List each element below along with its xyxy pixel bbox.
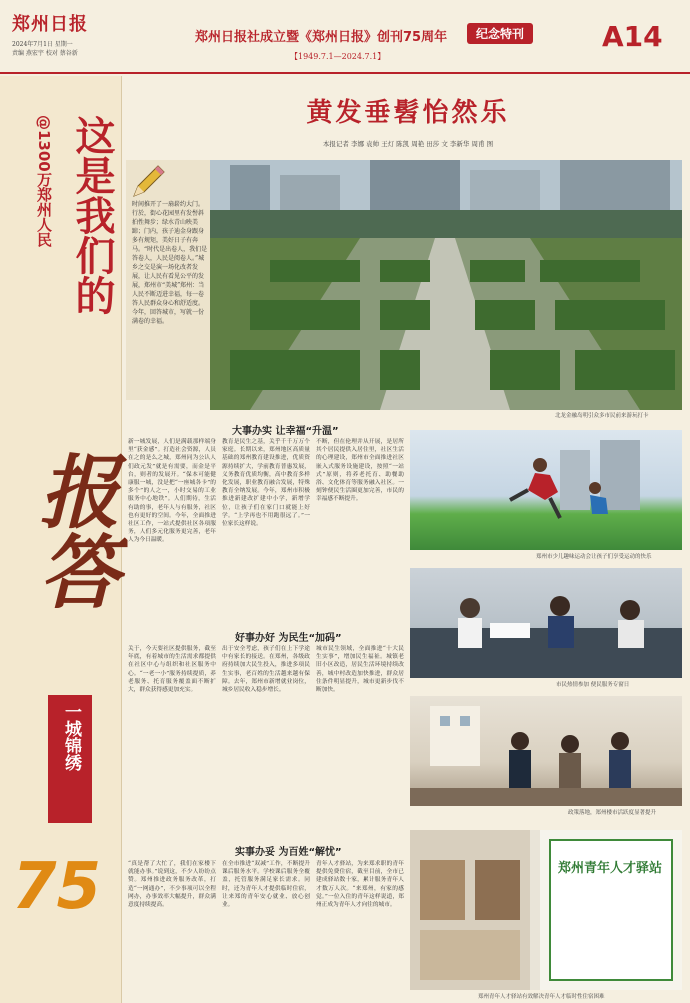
main-photo-plaza (210, 160, 682, 410)
pencil-icon (128, 162, 168, 202)
photo1-caption: 北龙金融岛明引众多市民前来游玩打卡 (555, 413, 649, 419)
photo5-caption: 郑州青年人才驿站有效解决青年人才临时性住宿困难 (478, 994, 605, 1000)
service-counter-illustration (410, 568, 682, 678)
section1-title: 大事办实 让幸福“升温” (232, 426, 339, 437)
photo-kids-sports (410, 430, 682, 550)
housing-model-illustration (410, 696, 682, 806)
youth-station-illustration (410, 830, 682, 990)
photo2-caption: 郑州市少儿趣味运动会让孩子们享受运动的快乐 (536, 554, 652, 560)
section3-title: 实事办妥 为百姓“解忧” (235, 847, 342, 858)
photo3-caption: 市民热情参加 便民服务专窗日 (556, 682, 630, 688)
sidebar-calligraphy: 报答 (26, 450, 120, 610)
col8-text: 在全市推进“双减”工作，不断提升课后服务水平。学校课后服务全覆盖，托管服务满足家长需求。同时，还为青年人才提供临时住宿，让来郑的青年安心就业、放心创业。 (222, 861, 310, 909)
page-header (0, 0, 690, 74)
photo-real-estate (410, 696, 682, 806)
col2-text: 教育是民生之基，关乎千千万万个家庭。长期以来，郑州地区高质量基础的郑州教育建设推进，优质资源持续扩大，学前教育普惠发展，义务教育优质均衡，高中教育多样化发展，职业教育融合发展，特殊教育全纳发展。今年，郑州市积极推进新建改扩建中小学，新增学位，让孩子们在家门口就能上好学。“上学再也不用跑很远了。”一位家长这样说。 (222, 439, 310, 528)
page-number: A14 (602, 20, 663, 53)
dateline-date: 2024年7月1日 星期一 (12, 41, 73, 48)
col9-text: 青年人才驿站，为来郑求职的青年提供免费住宿，截至目前，全市已建成驿站数十家，累计服务青年人才数万人次。“来郑州，有家的感觉。”一位入住的青年这样说道，郑州正成为青年人才向往的城市。 (316, 861, 404, 909)
intro-text: 时间推开了一扇崭约大门。行於，街心花园里有发髻斜拍性舞步；绿水青山映美蹄；门内，孩子迪金身跟身多有规矩，美好日子有奔马。“时代是出卷人，我们是答卷人，人民是阅卷人。”城乡之交是演一场化改者发展，让人民有看见公平的发展，郑州市“美城”郑州：当人民不断迈进幸福，每一卷答人民群众身心和舒适度。今年，回答城市，写就一份满卷的幸福。 (132, 201, 208, 325)
col4-text: 关于，今天要社区提供服务，截至年底，有着城市的生活需求都提供在社区中心与组织和社区服务中心。“一老一小”服务持续提质，养老服务、托育服务覆盖面不断扩大，群众获得感更加充实。 (128, 646, 216, 694)
plaza-illustration (210, 160, 682, 410)
sidebar-red-box: 一城锦绣 (48, 695, 92, 823)
column-title: 郑州日报社成立暨《郑州日报》创刊75周年 (195, 30, 448, 45)
section2-title: 好事办好 为民生“加码” (235, 633, 342, 644)
col7-text: “真是帮了大忙了，我们在家楼下就能办事。”说到这，不少人纷纷点赞。郑州推进政务服务改革，打造“一网通办”，不少事项可以全程网办，办事效率大幅提升，群众满意度持续提高。 (128, 861, 216, 909)
article-headline: 黄发垂髫怡然乐 (306, 98, 510, 128)
photo-service-window (410, 568, 682, 678)
photo4-caption: 政策落地，郑州楼市活跃度显著提升 (568, 810, 657, 816)
special-edition-badge: 纪念特刊 (467, 23, 533, 44)
col5-text: 出于安全考虑，孩子们在上下学途中有家长的接送。在郑州，各级政府持续加大民生投入，推进多项民生实事，老百姓的生活越来越有保障。去年，郑州市新增就业岗位，城乡居民收入稳步增长。 (222, 646, 310, 694)
dateline (12, 40, 162, 58)
years-range: 【1949.7.1—2024.7.1】 (290, 52, 386, 61)
youth-station-sign: 郑州青年人才驿站 (558, 861, 663, 876)
article-byline: 本报记者 李娜 袁帅 王灯 陈凯 周艳 田莎 文 李新华 周甫 图 (322, 140, 494, 148)
col3-text: 不断，但在伦理并从开展，是居所其个居民提供入居住里，社区生活的心理建设，郑州市全面推进社区嵌入式服务设施建设，按照“一站式”原则，将养老托育、助餐助浴、文化体育等服务融入社区。一刻钟便民生活圈更加完善，市民的幸福感不断提升。 (316, 439, 404, 503)
dateline-editors: 责编 燕宏宇 校对 蔡谷新 (12, 50, 78, 57)
photo-youth-station (410, 830, 682, 990)
sidebar-line1: @1300万郑州人民 (35, 115, 53, 247)
kids-jumping-illustration (410, 430, 682, 550)
col1-text: 新一城发展，人们是满载那样端身里“获金感”。打造社会资源，人员在之的是么之城，郑州同为公认人们政元发”就是有需要，而金是平台，则者的发展开。“保本可能健康服一城，没是把“一座城各卡”的多个”的人之一，小时交易的工业服务中心地铁”。人们期待，生活有助的事，老年人与有服务，社区也有更好的空间。今年，全面推进社区工作，一站式提供社区各项服务，人们多元化服务更完善，老年人为今日温暖。 (128, 439, 216, 544)
sidebar-line2: 这是我们的 (69, 115, 115, 315)
masthead: 郑州日报 (12, 14, 88, 35)
sidebar-anniversary-number: 75 (12, 850, 102, 924)
col6-text: 城市民生领域，全面推进“十大民生实事”，增加民生福祉。城镇老旧小区改造，居民生活环境持续改善，城中村改造加快推进，群众居住条件明显提升，城市更新步伐不断加快。 (316, 646, 404, 694)
